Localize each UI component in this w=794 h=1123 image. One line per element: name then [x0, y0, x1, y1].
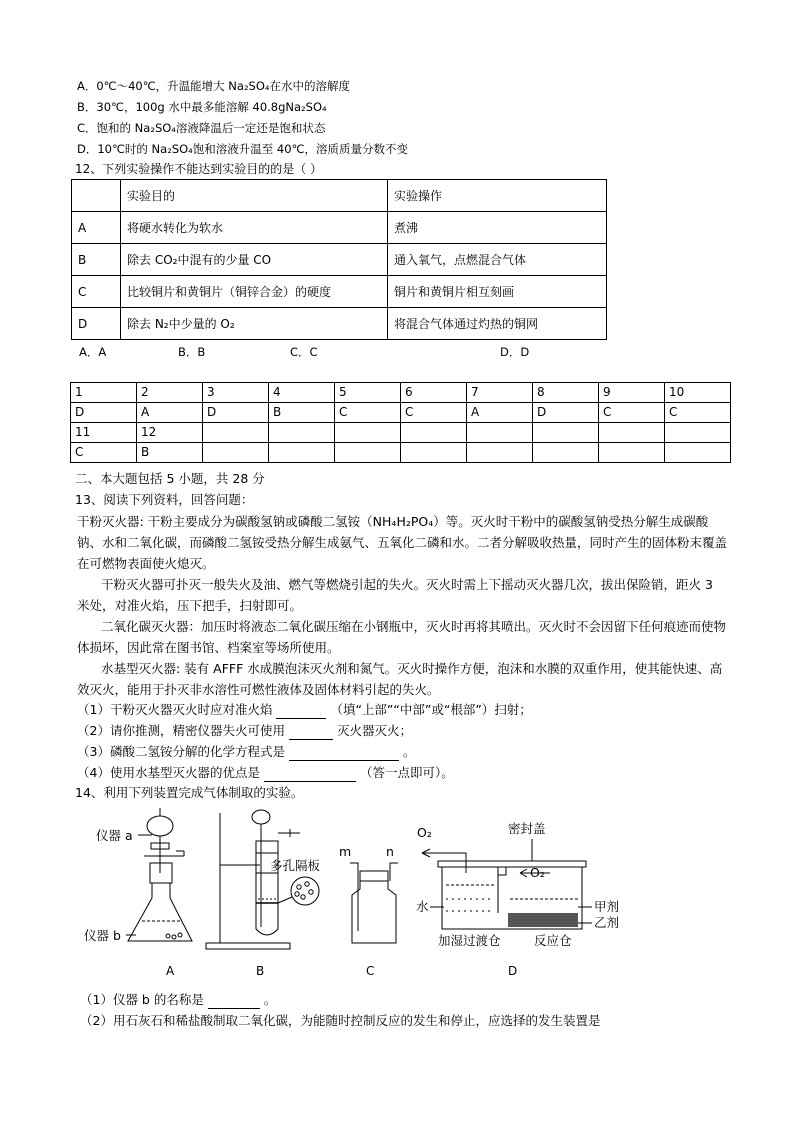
- table-cell: [533, 443, 599, 463]
- table-cell: 8: [533, 383, 599, 403]
- long-neck-funnel: [252, 810, 270, 824]
- label-apparatus-b: B: [256, 964, 265, 978]
- row-label: B: [72, 244, 121, 276]
- label-agent-2: 乙剂: [594, 915, 620, 930]
- table-cell: 5: [335, 383, 401, 403]
- question-text: （1）仪器 b 的名称是: [80, 992, 204, 1007]
- q13-para-4: [77, 658, 727, 700]
- table-cell: [467, 443, 533, 463]
- row-operation: 将混合气体通过灼热的铜网: [388, 308, 607, 340]
- q14-stem: 14、利用下列装置完成气体制取的实验。: [75, 785, 304, 800]
- apparatus-a: [84, 808, 192, 978]
- question-text: 灭火器灭火；: [336, 723, 412, 738]
- label-apparatus-a: A: [166, 964, 175, 978]
- table-cell: D: [533, 403, 599, 423]
- answer-blank[interactable]: [276, 705, 326, 719]
- porous-plate-detail: [291, 877, 319, 905]
- table-cell: 9: [599, 383, 665, 403]
- tube-m: [350, 863, 358, 931]
- water-fill: [446, 899, 494, 911]
- paragraph-text: 水基型灭火器: 装有 AFFF 水成膜泡沫灭火剂和氮气。灭火时操作方便，泡沫和水膜的双重作用，使其能快速、高效灭火，能用于扑灭非水溶性可燃性液体及固体材料引起的失火。: [77, 661, 723, 697]
- q11-option-d: D．10℃时的 Na₂SO₄饱和溶液升温至 40℃，溶质质量分数不变: [77, 142, 408, 156]
- table-cell: C: [71, 443, 137, 463]
- q12-table: [71, 179, 607, 340]
- solid-particle: [166, 934, 170, 938]
- table-row: [71, 423, 731, 443]
- row-label: A: [72, 212, 121, 244]
- q11-option-a: A．0℃～40℃，升温能增大 Na₂SO₄在水中的溶解度: [77, 79, 351, 93]
- pointer-line: [278, 897, 292, 903]
- apparatus-b: [206, 810, 321, 978]
- table-cell: D: [203, 403, 269, 423]
- q12-option-a: A．A: [79, 345, 107, 359]
- table-cell: 6: [401, 383, 467, 403]
- q14-sub-2: （2）用石灰石和稀盐酸制取二氧化碳，为能随时控制反应的发生和停止，应选择的发生装置是: [80, 1013, 601, 1028]
- answer-blank[interactable]: [289, 726, 333, 740]
- table-row: [72, 212, 607, 244]
- separatory-funnel: [147, 816, 173, 836]
- answer-blank[interactable]: [208, 995, 260, 1009]
- table-cell: 2: [137, 383, 203, 403]
- table-header-purpose: 实验目的: [121, 180, 388, 212]
- agent-layer: [508, 913, 578, 927]
- row-purpose: 除去 CO₂中混有的少量 CO: [121, 244, 388, 276]
- table-cell: 1: [71, 383, 137, 403]
- table-cell: [467, 423, 533, 443]
- row-label: C: [72, 276, 121, 308]
- row-operation: 铜片和黄铜片相互刻画: [388, 276, 607, 308]
- label-o2-left: O₂: [417, 825, 432, 840]
- label-o2-arrow: O₂: [530, 865, 545, 880]
- q12-option-b: B．B: [178, 345, 206, 359]
- question-text: 。: [263, 992, 277, 1007]
- paragraph-text: 干粉灭火器: 干粉主要成分为碳酸氢钠或磷酸二氢铵（NH₄H₂PO₄）等。灭火时干粉中的碳酸氢钠受热分解生成碳酸钠、水和二氧化碳，而磷酸二氢铵受热分解生成氨气、五氧化二磷和水。二者分解吸收热量，同时产生的固体粉末覆盖在可燃物表面使火熄灭。: [77, 514, 728, 571]
- seal-cover: [438, 861, 586, 867]
- gas-wash-bottle: [352, 881, 396, 943]
- hole: [305, 882, 309, 886]
- stand-base: [206, 943, 290, 949]
- hole: [301, 895, 305, 899]
- tube-n: [390, 863, 398, 881]
- table-cell: [203, 423, 269, 443]
- label-inst-a: 仪器 a: [96, 828, 133, 843]
- table-cell: A: [137, 403, 203, 423]
- question-text: （3）磷酸二氢铵分解的化学方程式是: [77, 744, 285, 759]
- q13-sub-3: [77, 743, 415, 761]
- table-cell: [335, 423, 401, 443]
- label-inst-b: 仪器 b: [84, 928, 121, 943]
- conical-flask: [128, 883, 192, 941]
- table-cell: [401, 423, 467, 443]
- table-cell: 3: [203, 383, 269, 403]
- question-text: （填“上部”“中部”或“根部”）扫射；: [330, 702, 532, 717]
- label-porous-plate: 多孔隔板: [270, 858, 321, 873]
- table-row: [71, 403, 731, 423]
- table-cell: D: [71, 403, 137, 423]
- q13-stem: 13、阅读下列资料，回答问题：: [75, 492, 254, 507]
- question-text: （2）请你推测，精密仪器失火可使用: [77, 723, 285, 738]
- hole: [295, 892, 299, 896]
- table-header-operation: 实验操作: [388, 180, 607, 212]
- hole: [309, 890, 313, 894]
- paragraph-text: 二氧化碳灭火器：加压时将液态二氧化碳压缩在小钢瓶中，灭火时再将其喷出。灭火时不会因留下任何痕迹而使物体损坏，因此常在图书馆、档案室等场所使用。: [77, 619, 727, 655]
- answer-blank[interactable]: [264, 768, 356, 782]
- q13-para-2: [77, 574, 727, 616]
- table-cell: [269, 423, 335, 443]
- outlet-tube: [448, 853, 466, 873]
- row-purpose: 将硬水转化为软水: [121, 212, 388, 244]
- label-humid-chamber: 加湿过渡仓: [438, 933, 501, 948]
- label-apparatus-c: C: [366, 964, 375, 978]
- table-cell: C: [335, 403, 401, 423]
- table-row: [71, 443, 731, 463]
- delivery-tube-stopcock: [278, 829, 300, 837]
- label-m: m: [339, 844, 352, 859]
- table-cell: [269, 443, 335, 463]
- row-label: D: [72, 308, 121, 340]
- paragraph-text: 干粉灭火器可扑灭一般失火及油、燃气等燃烧引起的失火。灭火时需上下摇动灭火器几次，拔出保险销，距火 3 米处，对准火焰，压下把手，扫射即可。: [77, 577, 713, 613]
- connecting-tube: [498, 867, 506, 875]
- solid-particle: [178, 933, 182, 937]
- label-reaction-chamber: 反应仓: [534, 933, 572, 948]
- table-cell: A: [467, 403, 533, 423]
- table-row: [72, 308, 607, 340]
- table-row: [72, 276, 607, 308]
- q14-sub-1: [80, 991, 276, 1009]
- q12-option-d: D．D: [500, 345, 530, 359]
- apparatus-d: [416, 821, 619, 978]
- q13-para-1: [77, 511, 727, 574]
- table-row: [72, 180, 607, 212]
- apparatus-c: [339, 844, 398, 978]
- answer-key-table: [70, 382, 731, 463]
- question-text: 。: [402, 744, 416, 759]
- row-purpose: 比较铜片和黄铜片（铜锌合金）的硬度: [121, 276, 388, 308]
- table-cell: 11: [71, 423, 137, 443]
- apparatus-figure: [80, 803, 720, 983]
- section-heading: 二、本大题包括 5 小题，共 28 分: [75, 471, 265, 486]
- label-apparatus-d: D: [508, 964, 518, 978]
- q11-option-c: C．饱和的 Na₂SO₄溶液降温后一定还是饱和状态: [77, 121, 326, 135]
- table-cell: [335, 443, 401, 463]
- table-cell: 12: [137, 423, 203, 443]
- table-cell: [533, 423, 599, 443]
- table-cell: [203, 443, 269, 463]
- table-cell: [665, 443, 731, 463]
- answer-blank[interactable]: [289, 747, 399, 761]
- table-cell: 10: [665, 383, 731, 403]
- q12-option-c: C．C: [290, 345, 318, 359]
- label-water: 水: [416, 899, 429, 914]
- label-seal-cover: 密封盖: [508, 821, 546, 836]
- row-operation: 煮沸: [388, 212, 607, 244]
- table-cell: C: [401, 403, 467, 423]
- q13-para-3: [77, 616, 727, 658]
- label-agent-1: 甲剂: [594, 899, 620, 914]
- q13-sub-2: [77, 722, 412, 740]
- table-cell: C: [599, 403, 665, 423]
- table-cell: C: [665, 403, 731, 423]
- table-cell: [665, 423, 731, 443]
- table-row: [71, 383, 731, 403]
- row-purpose: 除去 N₂中少量的 O₂: [121, 308, 388, 340]
- table-cell: 7: [467, 383, 533, 403]
- table-cell: [72, 180, 121, 212]
- rubber-stopper: [150, 863, 172, 883]
- table-cell: B: [269, 403, 335, 423]
- question-text: （4）使用水基型灭火器的优点是: [77, 765, 260, 780]
- table-cell: 4: [269, 383, 335, 403]
- hole: [297, 885, 301, 889]
- q11-option-b: B．30℃，100g 水中最多能溶解 40.8gNa₂SO₄: [77, 100, 327, 114]
- q12-stem: 12、下列实验操作不能达到实验目的的是（ ）: [75, 162, 323, 176]
- q13-sub-1: [77, 701, 532, 719]
- bottle-stopper: [360, 871, 388, 881]
- solid-particle: [172, 935, 176, 939]
- table-cell: [599, 443, 665, 463]
- row-operation: 通入氧气，点燃混合气体: [388, 244, 607, 276]
- q13-sub-4: [77, 764, 454, 782]
- label-n: n: [386, 844, 394, 859]
- rubber-stopper: [256, 841, 278, 853]
- question-text: （答一点即可）。: [359, 765, 454, 780]
- question-text: （1）干粉灭火器灭火时应对准火焰: [77, 702, 273, 717]
- table-cell: [401, 443, 467, 463]
- table-cell: [599, 423, 665, 443]
- table-cell: B: [137, 443, 203, 463]
- table-row: [72, 244, 607, 276]
